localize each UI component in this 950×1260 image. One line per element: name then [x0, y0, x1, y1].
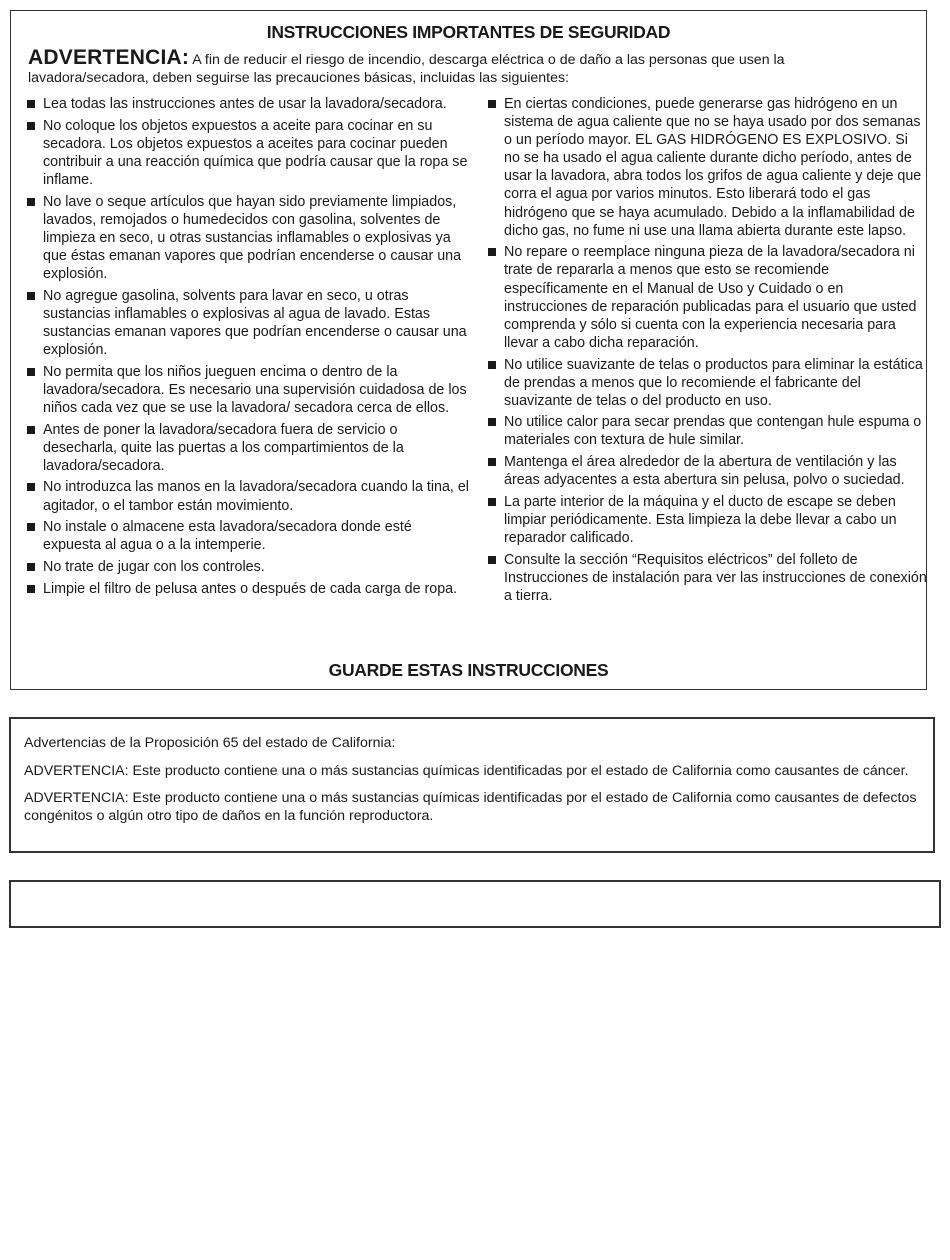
prop65-heading: Advertencias de la Proposición 65 del estado de California: [24, 735, 396, 751]
bullet-square-icon [488, 361, 496, 369]
bullet-square-icon [488, 248, 496, 256]
warning-text: A fin de reducir el riesgo de incendio, descarga eléctrica o de daño a las personas que usen la lavadora/secadora, deben seguirse las precauciones básicas, incluidas las siguientes: [28, 52, 785, 86]
list-item: No trate de jugar con los controles. [26, 558, 471, 576]
list-item: Lea todas las instrucciones antes de usar la lavadora/secadora. [26, 95, 471, 113]
list-item: No lave o seque artículos que hayan sido previamente limpiados, lavados, remojados o humedecidos con gasolina, solventes de limpieza en seco, u otras sustancias inflamables o explosivas ya que éstas emanan vapores que podrían encenderse o causar una explosión. [26, 193, 471, 283]
bullet-square-icon [27, 368, 35, 376]
list-item: No introduzca las manos en la lavadora/secadora cuando la tina, el agitador, o el tambor están movimiento. [26, 478, 471, 514]
bullet-square-icon [27, 426, 35, 434]
list-item: Mantenga el área alrededor de la abertura de ventilación y las áreas adyacentes a esta abertura sin pelusa, polvo o suciedad. [487, 453, 927, 489]
list-item: No instale o almacene esta lavadora/secadora donde esté expuesta al agua o a la intemperie. [26, 518, 471, 554]
bullet-square-icon [27, 585, 35, 593]
safety-instructions-box [10, 10, 927, 690]
list-item: No repare o reemplace ninguna pieza de la lavadora/secadora ni trate de repararla a menos que esto se recomiende específicamente en el Manual de Uso y Cuidado o en instrucciones de reparación publicadas para el usuario que usted comprenda y sólo si cuenta con la experiencia necesaria para llevar a cabo dicha reparación. [487, 243, 927, 352]
bullet-square-icon [488, 418, 496, 426]
list-item: La parte interior de la máquina y el ducto de escape se deben limpiar periódicamente. Esta limpieza la debe llevar a cabo un reparador calificado. [487, 493, 927, 547]
bullet-square-icon [488, 458, 496, 466]
prop65-warning-cancer: ADVERTENCIA: Este producto contiene una o más sustancias químicas identificadas por el estado de California como causantes de cáncer. [24, 762, 909, 779]
bullet-square-icon [27, 198, 35, 206]
list-item: No coloque los objetos expuestos a aceite para cocinar en su secadora. Los objetos expuestos a aceites para cocinar pueden contribuir a una reacción química que podría causar que la ropa se inflame. [26, 117, 471, 189]
prop65-warning-reproductive: ADVERTENCIA: Este producto contiene una o más sustancias químicas identificadas por el estado de California como causantes de defectos congénitos o algún otro tipo de daños en la función reproductora. [24, 790, 917, 824]
warning-intro [28, 46, 908, 87]
bullet-square-icon [27, 523, 35, 531]
list-item: En ciertas condiciones, puede generarse gas hidrógeno en un sistema de agua caliente que no se haya usado por dos semanas o un período mayor. EL GAS HIDRÓGENO ES EXPLOSIVO. Si no se ha usado el agua caliente durante dicho período, antes de usar la lavadora, abra todos los grifos de agua caliente y deje que corra el agua por varios minutos. Esto liberará todo el gas hidrógeno que se haya acumulado. Debido a la inflamabilidad de dicho gas, no fume ni use una llama abierta durante este lapso. [487, 95, 927, 240]
safety-title: INSTRUCCIONES IMPORTANTES DE SEGURIDAD [266, 22, 671, 42]
list-item: Consulte la sección “Requisitos eléctricos” del folleto de Instrucciones de instalación para ver las instrucciones de conexión a tierra. [487, 551, 927, 605]
bullet-square-icon [488, 498, 496, 506]
save-instructions-title: GUARDE ESTAS INSTRUCCIONES [328, 660, 609, 680]
list-item: No permita que los niños jueguen encima o dentro de la lavadora/secadora. Es necesario una supervisión cuidadosa de los niños cada vez que se use la lavadora/ secadora cerca de ellos. [26, 363, 471, 417]
bullet-square-icon [27, 122, 35, 130]
bullet-square-icon [27, 563, 35, 571]
warning-word: ADVERTENCIA: [28, 46, 190, 69]
bullet-square-icon [27, 100, 35, 108]
bullet-square-icon [488, 100, 496, 108]
empty-box [9, 880, 941, 928]
list-item: No agregue gasolina, solvents para lavar en seco, u otras sustancias inflamables o explosivas al agua de lavado. Estas sustancias emanan vapores que podrían encenderse o causar una explosión. [26, 287, 471, 359]
list-item: Limpie el filtro de pelusa antes o después de cada carga de ropa. [26, 580, 471, 598]
right-column-list [487, 95, 927, 609]
prop65-box [9, 717, 935, 853]
list-item: No utilice suavizante de telas o productos para eliminar la estática de prendas a menos que lo recomiende el fabricante del suavizante de telas o del producto en uso. [487, 356, 927, 410]
bullet-square-icon [27, 292, 35, 300]
list-item: Antes de poner la lavadora/secadora fuera de servicio o desecharla, quite las puertas a los compartimientos de la lavadora/secadora. [26, 421, 471, 475]
list-item: No utilice calor para secar prendas que contengan hule espuma o materiales con textura de hule similar. [487, 413, 927, 449]
left-column-list [26, 95, 471, 601]
bullet-square-icon [27, 483, 35, 491]
bullet-square-icon [488, 556, 496, 564]
